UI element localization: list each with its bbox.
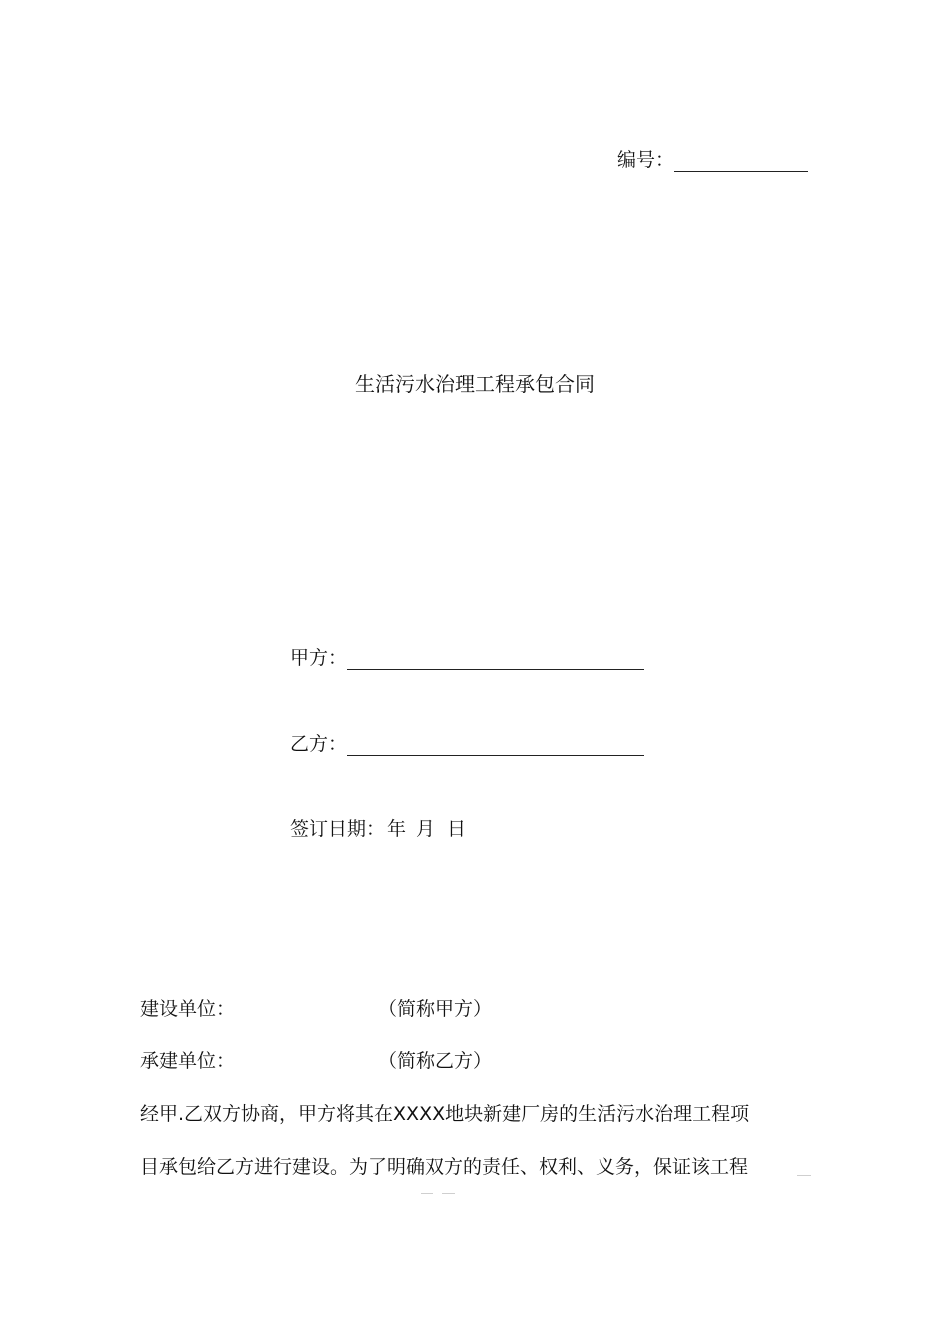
party-a-label: 甲方： <box>290 647 348 669</box>
contract-number-label: 编号： <box>617 149 675 171</box>
decorative-rule <box>421 1193 433 1194</box>
sign-date-year: 年 <box>387 818 407 840</box>
paragraph-line-1: 经甲.乙双方协商，甲方将其在XXXX地块新建厂房的生活污水治理工程项 <box>140 1103 750 1125</box>
builder-short-name: （简称甲方） <box>378 998 493 1020</box>
sign-date-field <box>290 817 466 841</box>
document-title: 生活污水治理工程承包合同 <box>355 372 595 396</box>
contractor-short-name: （简称乙方） <box>378 1050 493 1072</box>
builder-label: 建设单位： <box>140 998 236 1020</box>
party-b-blank <box>347 735 644 756</box>
party-b-field <box>290 732 644 756</box>
party-a-blank <box>347 649 644 670</box>
sign-date-label: 签订日期： <box>290 818 386 840</box>
contractor-label: 承建单位： <box>140 1050 236 1072</box>
party-a-field <box>290 646 644 670</box>
contract-number-field <box>617 148 808 172</box>
sign-date-month: 月 <box>416 818 436 840</box>
decorative-rule <box>442 1193 455 1194</box>
party-b-label: 乙方： <box>290 733 348 755</box>
sign-date-day: 日 <box>447 818 467 840</box>
paragraph-line-2: 目承包给乙方进行建设。为了明确双方的责任、权利、义务，保证该工程 <box>140 1156 749 1178</box>
decorative-rule <box>797 1175 811 1176</box>
contract-number-blank <box>674 151 808 172</box>
